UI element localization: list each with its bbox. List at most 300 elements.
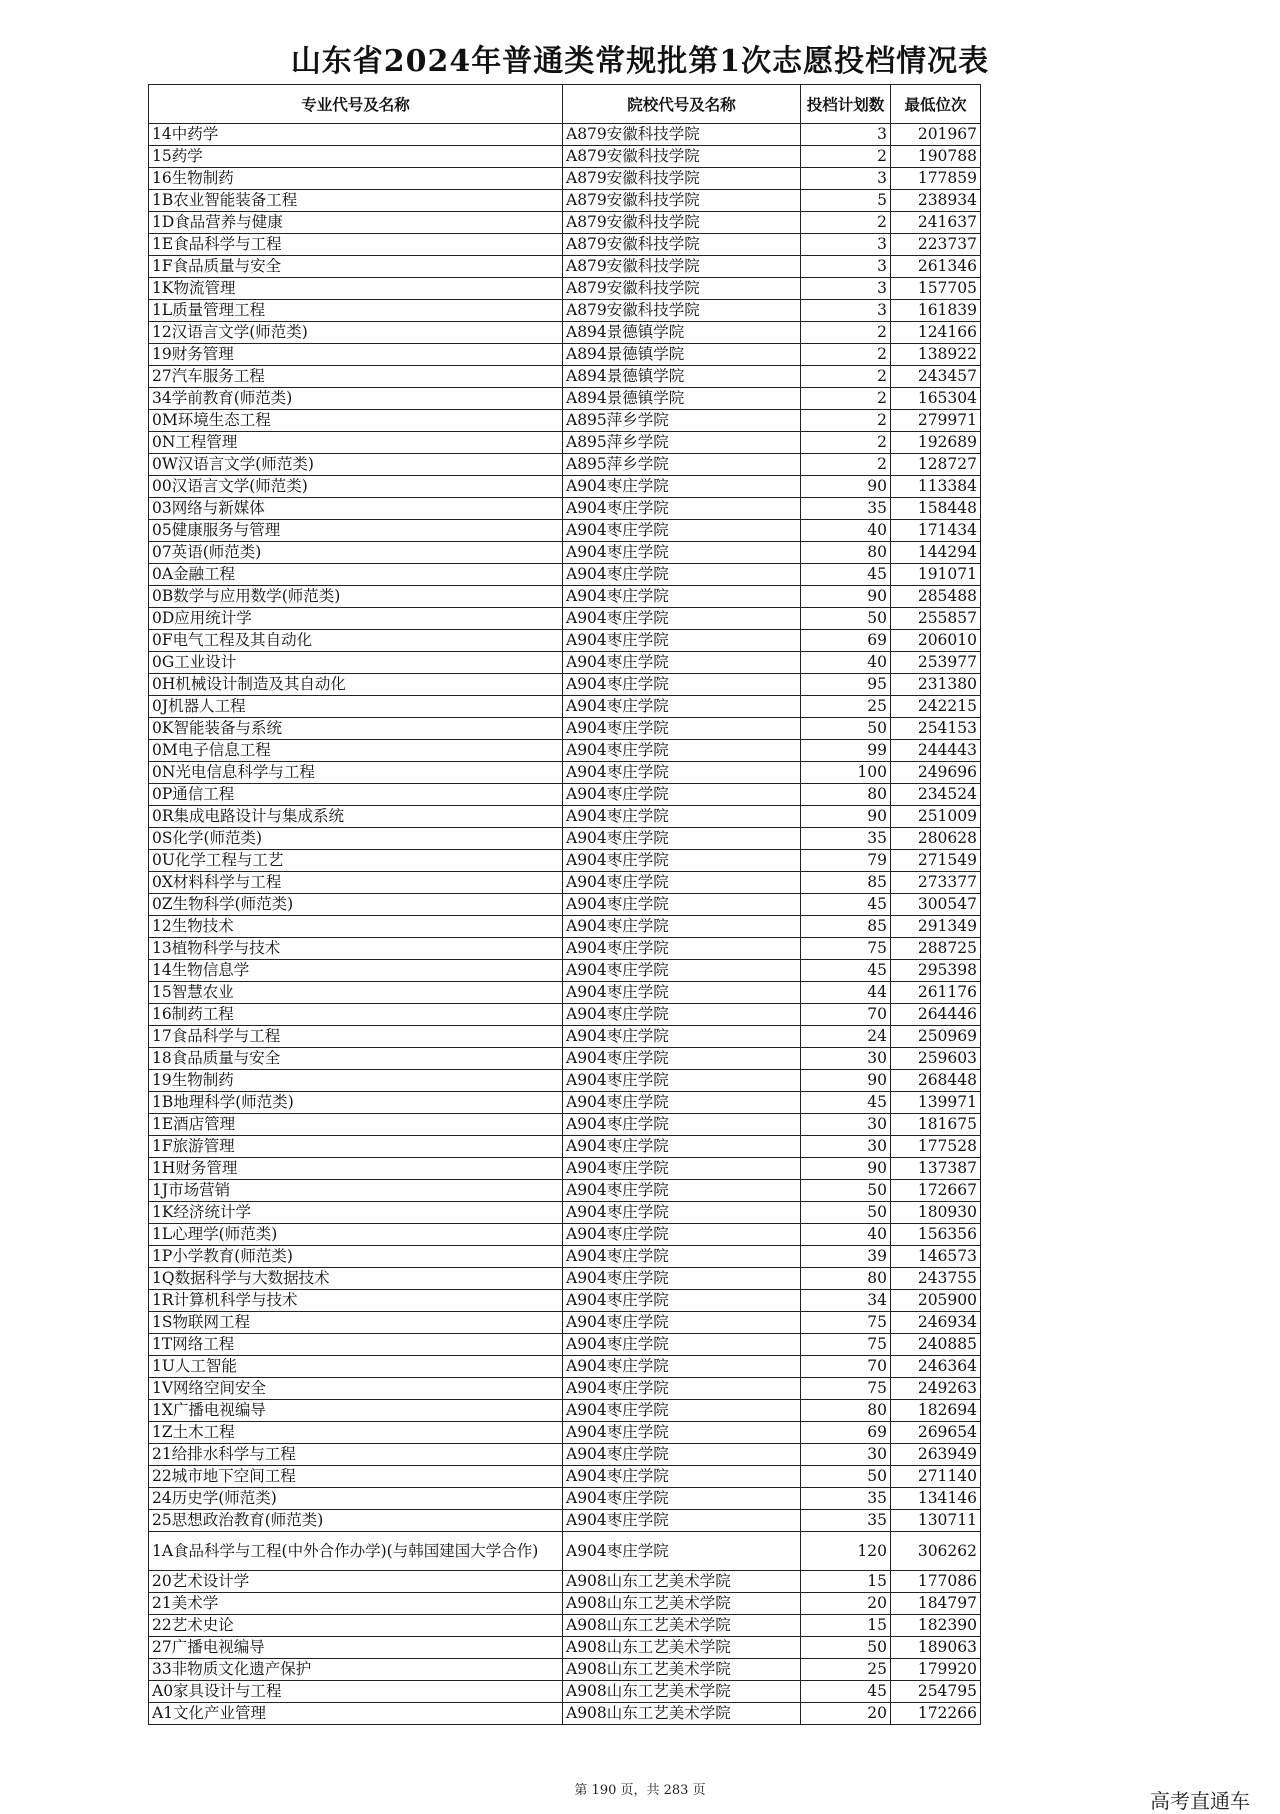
table-row [149, 520, 981, 542]
cell-major: 1B地理科学(师范类) [149, 1092, 563, 1114]
table-row [149, 564, 981, 586]
cell-plan: 90 [801, 1158, 891, 1180]
cell-school: A904枣庄学院 [563, 1334, 801, 1356]
brand-watermark: 高考直通车 [1150, 1789, 1250, 1813]
cell-school: A904枣庄学院 [563, 1378, 801, 1400]
cell-school: A895萍乡学院 [563, 410, 801, 432]
cell-plan: 40 [801, 520, 891, 542]
cell-school: A904枣庄学院 [563, 586, 801, 608]
cell-plan: 30 [801, 1114, 891, 1136]
cell-min-rank: 165304 [891, 388, 981, 410]
cell-plan: 80 [801, 784, 891, 806]
cell-plan: 34 [801, 1290, 891, 1312]
cell-school: A904枣庄学院 [563, 1114, 801, 1136]
cell-school: A894景德镇学院 [563, 366, 801, 388]
cell-major: 13植物科学与技术 [149, 938, 563, 960]
cell-major: 0Z生物科学(师范类) [149, 894, 563, 916]
cell-school: A908山东工艺美术学院 [563, 1681, 801, 1703]
table-row [149, 1246, 981, 1268]
table-row [149, 234, 981, 256]
table-row [149, 960, 981, 982]
cell-major: 0B数学与应用数学(师范类) [149, 586, 563, 608]
cell-plan: 3 [801, 168, 891, 190]
cell-min-rank: 181675 [891, 1114, 981, 1136]
table-row [149, 1136, 981, 1158]
cell-min-rank: 177859 [891, 168, 981, 190]
cell-plan: 35 [801, 1488, 891, 1510]
table-row [149, 1114, 981, 1136]
table-row [149, 916, 981, 938]
cell-min-rank: 172667 [891, 1180, 981, 1202]
cell-plan: 3 [801, 278, 891, 300]
table-row [149, 190, 981, 212]
cell-min-rank: 246934 [891, 1312, 981, 1334]
cell-school: A904枣庄学院 [563, 1004, 801, 1026]
cell-school: A904枣庄学院 [563, 696, 801, 718]
cell-major: 0A金融工程 [149, 564, 563, 586]
table-row [149, 1268, 981, 1290]
cell-major: 25思想政治教育(师范类) [149, 1510, 563, 1532]
cell-plan: 30 [801, 1136, 891, 1158]
cell-school: A904枣庄学院 [563, 1224, 801, 1246]
cell-min-rank: 288725 [891, 938, 981, 960]
cell-min-rank: 255857 [891, 608, 981, 630]
cell-min-rank: 242215 [891, 696, 981, 718]
table-row [149, 1026, 981, 1048]
cell-school: A904枣庄学院 [563, 1026, 801, 1048]
cell-min-rank: 128727 [891, 454, 981, 476]
cell-school: A904枣庄学院 [563, 476, 801, 498]
cell-school: A904枣庄学院 [563, 498, 801, 520]
table-row [149, 410, 981, 432]
cell-school: A879安徽科技学院 [563, 300, 801, 322]
cell-school: A879安徽科技学院 [563, 278, 801, 300]
cell-min-rank: 138922 [891, 344, 981, 366]
cell-major: A0家具设计与工程 [149, 1681, 563, 1703]
cell-major: 27广播电视编导 [149, 1637, 563, 1659]
table-row [149, 1290, 981, 1312]
cell-min-rank: 192689 [891, 432, 981, 454]
cell-min-rank: 271140 [891, 1466, 981, 1488]
cell-school: A908山东工艺美术学院 [563, 1637, 801, 1659]
table-row [149, 1615, 981, 1637]
table-row [149, 1466, 981, 1488]
cell-school: A904枣庄学院 [563, 1466, 801, 1488]
cell-min-rank: 268448 [891, 1070, 981, 1092]
cell-plan: 15 [801, 1571, 891, 1593]
cell-major: 19财务管理 [149, 344, 563, 366]
cell-min-rank: 189063 [891, 1637, 981, 1659]
cell-major: 21给排水科学与工程 [149, 1444, 563, 1466]
cell-min-rank: 206010 [891, 630, 981, 652]
table-row [149, 344, 981, 366]
cell-major: 1F食品质量与安全 [149, 256, 563, 278]
cell-plan: 2 [801, 212, 891, 234]
table-row [149, 1092, 981, 1114]
cell-major: 1T网络工程 [149, 1334, 563, 1356]
cell-plan: 79 [801, 850, 891, 872]
cell-plan: 90 [801, 476, 891, 498]
cell-major: 0D应用统计学 [149, 608, 563, 630]
cell-min-rank: 243457 [891, 366, 981, 388]
cell-plan: 50 [801, 608, 891, 630]
cell-plan: 45 [801, 1092, 891, 1114]
cell-min-rank: 279971 [891, 410, 981, 432]
table-row [149, 322, 981, 344]
cell-plan: 100 [801, 762, 891, 784]
cell-plan: 20 [801, 1593, 891, 1615]
cell-school: A879安徽科技学院 [563, 168, 801, 190]
table-row [149, 586, 981, 608]
cell-min-rank: 240885 [891, 1334, 981, 1356]
table-row [149, 872, 981, 894]
cell-min-rank: 182390 [891, 1615, 981, 1637]
cell-major: 0H机械设计制造及其自动化 [149, 674, 563, 696]
cell-plan: 35 [801, 498, 891, 520]
cell-school: A904枣庄学院 [563, 762, 801, 784]
cell-major: 0U化学工程与工艺 [149, 850, 563, 872]
cell-min-rank: 285488 [891, 586, 981, 608]
cell-major: 0W汉语言文学(师范类) [149, 454, 563, 476]
table-row [149, 1158, 981, 1180]
cell-min-rank: 157705 [891, 278, 981, 300]
cell-plan: 2 [801, 344, 891, 366]
table-header-row [149, 85, 981, 124]
cell-school: A904枣庄学院 [563, 806, 801, 828]
table-row [149, 1400, 981, 1422]
cell-school: A904枣庄学院 [563, 828, 801, 850]
cell-plan: 2 [801, 454, 891, 476]
table-row [149, 740, 981, 762]
cell-plan: 44 [801, 982, 891, 1004]
cell-min-rank: 269654 [891, 1422, 981, 1444]
cell-major: 33非物质文化遗产保护 [149, 1659, 563, 1681]
cell-school: A904枣庄学院 [563, 1488, 801, 1510]
cell-school: A908山东工艺美术学院 [563, 1593, 801, 1615]
cell-plan: 40 [801, 1224, 891, 1246]
cell-major: 15药学 [149, 146, 563, 168]
cell-major: 03网络与新媒体 [149, 498, 563, 520]
table-row [149, 1004, 981, 1026]
cell-plan: 69 [801, 630, 891, 652]
cell-school: A904枣庄学院 [563, 1048, 801, 1070]
cell-plan: 25 [801, 696, 891, 718]
cell-min-rank: 253977 [891, 652, 981, 674]
cell-major: 16生物制药 [149, 168, 563, 190]
cell-plan: 35 [801, 1510, 891, 1532]
cell-min-rank: 134146 [891, 1488, 981, 1510]
cell-plan: 2 [801, 322, 891, 344]
cell-major: 20艺术设计学 [149, 1571, 563, 1593]
cell-major: 1A食品科学与工程(中外合作办学)(与韩国建国大学合作) [149, 1532, 563, 1571]
cell-min-rank: 139971 [891, 1092, 981, 1114]
cell-plan: 85 [801, 916, 891, 938]
table-row [149, 850, 981, 872]
table-row [149, 278, 981, 300]
cell-major: 1E酒店管理 [149, 1114, 563, 1136]
cell-school: A904枣庄学院 [563, 1312, 801, 1334]
cell-min-rank: 246364 [891, 1356, 981, 1378]
table-row [149, 784, 981, 806]
table-row [149, 1180, 981, 1202]
cell-major: 0G工业设计 [149, 652, 563, 674]
cell-plan: 30 [801, 1444, 891, 1466]
cell-plan: 75 [801, 1378, 891, 1400]
cell-min-rank: 113384 [891, 476, 981, 498]
cell-min-rank: 156356 [891, 1224, 981, 1246]
table-row [149, 432, 981, 454]
cell-major: 1L质量管理工程 [149, 300, 563, 322]
cell-major: A1文化产业管理 [149, 1703, 563, 1725]
cell-major: 0N光电信息科学与工程 [149, 762, 563, 784]
cell-major: 1Z土木工程 [149, 1422, 563, 1444]
cell-plan: 20 [801, 1703, 891, 1725]
header-major: 专业代号及名称 [149, 85, 563, 124]
cell-min-rank: 161839 [891, 300, 981, 322]
cell-major: 1S物联网工程 [149, 1312, 563, 1334]
cell-major: 1X广播电视编导 [149, 1400, 563, 1422]
cell-major: 27汽车服务工程 [149, 366, 563, 388]
table-row [149, 124, 981, 146]
cell-plan: 80 [801, 542, 891, 564]
cell-school: A879安徽科技学院 [563, 212, 801, 234]
cell-school: A908山东工艺美术学院 [563, 1571, 801, 1593]
table-row [149, 674, 981, 696]
cell-min-rank: 191071 [891, 564, 981, 586]
cell-min-rank: 261176 [891, 982, 981, 1004]
cell-major: 1B农业智能装备工程 [149, 190, 563, 212]
cell-school: A904枣庄学院 [563, 872, 801, 894]
cell-school: A904枣庄学院 [563, 982, 801, 1004]
cell-school: A908山东工艺美术学院 [563, 1703, 801, 1725]
cell-major: 0X材料科学与工程 [149, 872, 563, 894]
table-row [149, 608, 981, 630]
cell-min-rank: 291349 [891, 916, 981, 938]
table-row [149, 1224, 981, 1246]
cell-min-rank: 158448 [891, 498, 981, 520]
cell-school: A904枣庄学院 [563, 1290, 801, 1312]
cell-plan: 70 [801, 1356, 891, 1378]
cell-min-rank: 177086 [891, 1571, 981, 1593]
cell-major: 24历史学(师范类) [149, 1488, 563, 1510]
cell-min-rank: 137387 [891, 1158, 981, 1180]
cell-min-rank: 243755 [891, 1268, 981, 1290]
table-row [149, 982, 981, 1004]
cell-school: A879安徽科技学院 [563, 146, 801, 168]
cell-plan: 50 [801, 1637, 891, 1659]
cell-plan: 50 [801, 1466, 891, 1488]
cell-min-rank: 182694 [891, 1400, 981, 1422]
table-row [149, 146, 981, 168]
cell-school: A879安徽科技学院 [563, 190, 801, 212]
cell-school: A894景德镇学院 [563, 322, 801, 344]
table-row [149, 718, 981, 740]
table-row [149, 1444, 981, 1466]
table-row [149, 652, 981, 674]
cell-plan: 39 [801, 1246, 891, 1268]
cell-school: A904枣庄学院 [563, 718, 801, 740]
table-row [149, 498, 981, 520]
cell-major: 16制药工程 [149, 1004, 563, 1026]
cell-min-rank: 205900 [891, 1290, 981, 1312]
cell-major: 0N工程管理 [149, 432, 563, 454]
cell-major: 07英语(师范类) [149, 542, 563, 564]
cell-min-rank: 251009 [891, 806, 981, 828]
cell-major: 0J机器人工程 [149, 696, 563, 718]
cell-min-rank: 250969 [891, 1026, 981, 1048]
cell-school: A904枣庄学院 [563, 608, 801, 630]
cell-major: 1U人工智能 [149, 1356, 563, 1378]
cell-plan: 3 [801, 300, 891, 322]
table-body [149, 124, 981, 1725]
cell-major: 22城市地下空间工程 [149, 1466, 563, 1488]
cell-school: A904枣庄学院 [563, 630, 801, 652]
cell-school: A904枣庄学院 [563, 1092, 801, 1114]
table-row [149, 1659, 981, 1681]
cell-min-rank: 190788 [891, 146, 981, 168]
cell-school: A904枣庄学院 [563, 1422, 801, 1444]
cell-min-rank: 241637 [891, 212, 981, 234]
cell-major: 19生物制药 [149, 1070, 563, 1092]
cell-plan: 45 [801, 960, 891, 982]
cell-plan: 90 [801, 1070, 891, 1092]
header-min-rank: 最低位次 [891, 85, 981, 124]
cell-major: 15智慧农业 [149, 982, 563, 1004]
cell-school: A904枣庄学院 [563, 674, 801, 696]
cell-major: 14生物信息学 [149, 960, 563, 982]
cell-plan: 45 [801, 1681, 891, 1703]
cell-school: A904枣庄学院 [563, 1136, 801, 1158]
cell-school: A904枣庄学院 [563, 520, 801, 542]
cell-min-rank: 263949 [891, 1444, 981, 1466]
table-row [149, 696, 981, 718]
table-row [149, 1681, 981, 1703]
cell-school: A904枣庄学院 [563, 916, 801, 938]
cell-major: 0P通信工程 [149, 784, 563, 806]
cell-min-rank: 144294 [891, 542, 981, 564]
cell-school: A904枣庄学院 [563, 1246, 801, 1268]
cell-plan: 75 [801, 1334, 891, 1356]
cell-plan: 2 [801, 146, 891, 168]
cell-plan: 95 [801, 674, 891, 696]
cell-school: A904枣庄学院 [563, 1400, 801, 1422]
cell-major: 0M环境生态工程 [149, 410, 563, 432]
cell-min-rank: 244443 [891, 740, 981, 762]
cell-min-rank: 231380 [891, 674, 981, 696]
cell-min-rank: 201967 [891, 124, 981, 146]
cell-major: 1Q数据科学与大数据技术 [149, 1268, 563, 1290]
cell-plan: 80 [801, 1400, 891, 1422]
cell-major: 14中药学 [149, 124, 563, 146]
cell-min-rank: 300547 [891, 894, 981, 916]
cell-plan: 90 [801, 806, 891, 828]
cell-major: 21美术学 [149, 1593, 563, 1615]
cell-plan: 90 [801, 586, 891, 608]
cell-school: A904枣庄学院 [563, 652, 801, 674]
cell-major: 1K经济统计学 [149, 1202, 563, 1224]
cell-plan: 99 [801, 740, 891, 762]
cell-major: 0S化学(师范类) [149, 828, 563, 850]
cell-plan: 69 [801, 1422, 891, 1444]
cell-plan: 2 [801, 410, 891, 432]
cell-min-rank: 171434 [891, 520, 981, 542]
cell-school: A894景德镇学院 [563, 344, 801, 366]
table-row [149, 168, 981, 190]
cell-major: 1L心理学(师范类) [149, 1224, 563, 1246]
cell-school: A904枣庄学院 [563, 784, 801, 806]
cell-school: A895萍乡学院 [563, 454, 801, 476]
cell-school: A904枣庄学院 [563, 960, 801, 982]
cell-plan: 25 [801, 1659, 891, 1681]
admission-table [148, 84, 981, 1725]
cell-major: 12生物技术 [149, 916, 563, 938]
cell-min-rank: 273377 [891, 872, 981, 894]
header-school: 院校代号及名称 [563, 85, 801, 124]
cell-major: 22艺术史论 [149, 1615, 563, 1637]
table-row [149, 1378, 981, 1400]
cell-school: A904枣庄学院 [563, 542, 801, 564]
cell-plan: 40 [801, 652, 891, 674]
cell-plan: 30 [801, 1048, 891, 1070]
cell-min-rank: 295398 [891, 960, 981, 982]
table-row [149, 542, 981, 564]
table-row [149, 1510, 981, 1532]
cell-plan: 5 [801, 190, 891, 212]
cell-plan: 50 [801, 1202, 891, 1224]
cell-min-rank: 234524 [891, 784, 981, 806]
table-row [149, 1488, 981, 1510]
table-row [149, 894, 981, 916]
cell-school: A879安徽科技学院 [563, 124, 801, 146]
table-row [149, 938, 981, 960]
table-row [149, 828, 981, 850]
cell-min-rank: 179920 [891, 1659, 981, 1681]
cell-school: A908山东工艺美术学院 [563, 1659, 801, 1681]
cell-min-rank: 280628 [891, 828, 981, 850]
cell-school: A908山东工艺美术学院 [563, 1615, 801, 1637]
cell-plan: 75 [801, 938, 891, 960]
table-row [149, 454, 981, 476]
page-footer: 第 190 页，共 283 页 [574, 1783, 706, 1798]
cell-school: A879安徽科技学院 [563, 256, 801, 278]
cell-min-rank: 261346 [891, 256, 981, 278]
cell-school: A904枣庄学院 [563, 850, 801, 872]
cell-major: 1D食品营养与健康 [149, 212, 563, 234]
table-row [149, 1312, 981, 1334]
cell-min-rank: 249696 [891, 762, 981, 784]
cell-plan: 50 [801, 718, 891, 740]
cell-school: A904枣庄学院 [563, 740, 801, 762]
cell-min-rank: 124166 [891, 322, 981, 344]
cell-min-rank: 184797 [891, 1593, 981, 1615]
cell-min-rank: 249263 [891, 1378, 981, 1400]
cell-major: 1K物流管理 [149, 278, 563, 300]
table-row [149, 366, 981, 388]
cell-min-rank: 254795 [891, 1681, 981, 1703]
cell-min-rank: 146573 [891, 1246, 981, 1268]
table-row [149, 1422, 981, 1444]
cell-plan: 24 [801, 1026, 891, 1048]
cell-school: A904枣庄学院 [563, 1510, 801, 1532]
page-title: 山东省2024年普通类常规批第1次志愿投档情况表 [290, 44, 990, 79]
cell-plan: 3 [801, 124, 891, 146]
cell-plan: 45 [801, 564, 891, 586]
cell-school: A904枣庄学院 [563, 1202, 801, 1224]
cell-min-rank: 180930 [891, 1202, 981, 1224]
cell-min-rank: 238934 [891, 190, 981, 212]
cell-school: A879安徽科技学院 [563, 234, 801, 256]
cell-major: 1V网络空间安全 [149, 1378, 563, 1400]
